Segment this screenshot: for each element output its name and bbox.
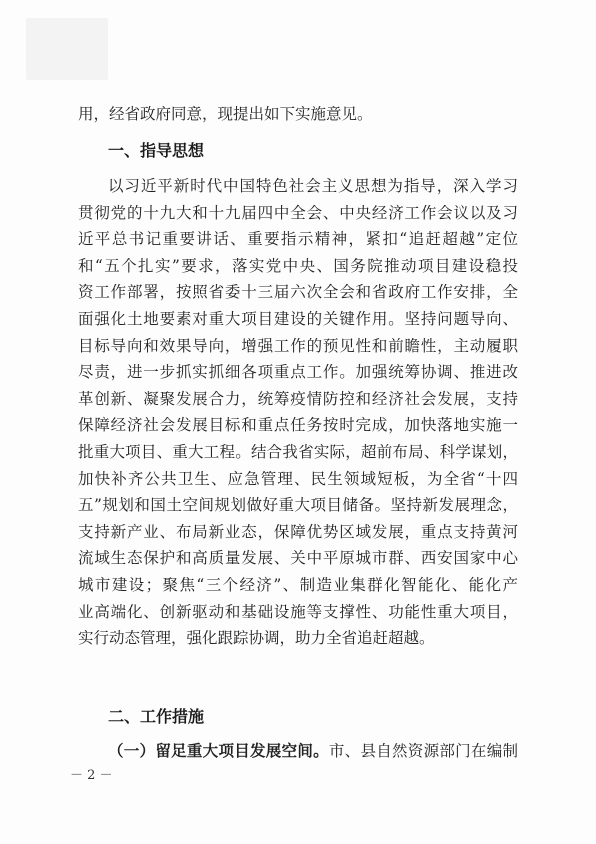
paragraph-line: 保障经济社会发展目标和重点任务按时完成，加快落地实施一 [78, 416, 518, 435]
sub-heading-1: （一）留足重大项目发展空间。 [108, 742, 329, 760]
stamp-mark [26, 18, 108, 80]
section-heading-1: 一、指导思想 [108, 141, 205, 160]
paragraph-line: 革创新、凝聚发展合力，统筹疫情防控和经济社会发展，支持 [78, 389, 518, 408]
measure-line [108, 740, 518, 762]
section-heading-2: 二、工作措施 [108, 707, 205, 726]
paragraph-line: 五”规划和国土空间规划做好重大项目储备。坚持新发展理念， [78, 496, 518, 515]
sub-heading-1-text: 市、县自然资源部门在编制 [328, 742, 518, 760]
paragraph-line: 资工作部署，按照省委十三届六次全会和省政府工作安排，全 [78, 283, 518, 302]
paragraph-line: 以习近平新时代中国特色社会主义思想为指导，深入学习 [108, 177, 518, 195]
paragraph-line: 实行动态管理，强化跟踪协调，助力全省追赶超越。 [78, 629, 435, 648]
paragraph-line: 和“五个扎实”要求，落实党中央、国务院推动项目建设稳投 [78, 256, 518, 275]
paragraph-line: 批重大项目、重大工程。结合我省实际，超前布局、科学谋划， [78, 443, 518, 461]
paragraph-line: 贯彻党的十九大和十九届四中全会、中央经济工作会议以及习 [78, 203, 518, 222]
paragraph-line: 业高端化、创新驱动和基础设施等支撑性、功能性重大项目， [78, 602, 518, 621]
paragraph-line: 加快补齐公共卫生、应急管理、民生领域短板，为全省“十四 [78, 469, 518, 488]
intro-line: 用，经省政府同意，现提出如下实施意见。 [78, 105, 373, 123]
page-number: － 2 － [70, 768, 113, 783]
paragraph-line: 目标导向和效果导向，增强工作的预见性和前瞻性，主动履职 [78, 336, 518, 355]
paragraph-line: 支持新产业、布局新业态，保障优势区域发展，重点支持黄河 [78, 522, 518, 541]
paragraph-line: 尽责，进一步抓实抓细各项重点工作。加强统筹协调、推进改 [78, 363, 518, 382]
paragraph-line: 近平总书记重要讲话、重要指示精神，紧扣“追赶超越”定位 [78, 230, 518, 249]
paragraph-line: 城市建设；聚焦“三个经济”、制造业集群化智能化、能化产 [78, 576, 518, 594]
paragraph-line: 流域生态保护和高质量发展、关中平原城市群、西安国家中心 [78, 549, 518, 568]
paragraph-line: 面强化土地要素对重大项目建设的关键作用。坚持问题导向、 [78, 310, 518, 328]
